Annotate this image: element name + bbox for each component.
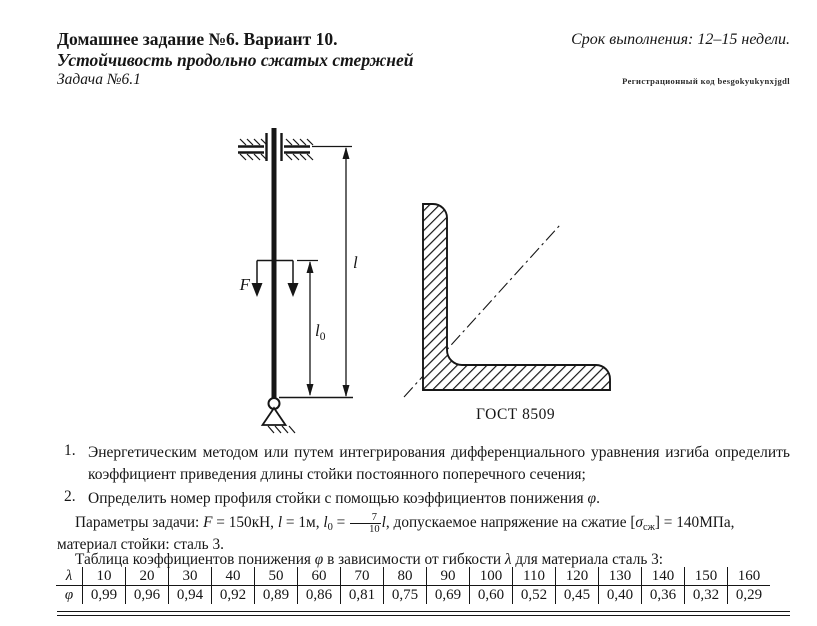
phi-value-cell: 0,45 [556,586,599,605]
lambda-value-cell: 90 [427,567,470,586]
lambda-value-cell: 20 [126,567,169,586]
lambda-value-cell: 60 [298,567,341,586]
phi-value-cell: 0,96 [126,586,169,605]
phi-value-cell: 0,52 [513,586,556,605]
pin-triangle [263,408,286,425]
params-mid: , допускаемое напряжение на сжатие [ [385,514,636,531]
lambda-value-cell: 100 [470,567,513,586]
lambda-header-cell: λ [56,567,83,586]
lambda-value-cell: 80 [384,567,427,586]
lambda-value-cell: 30 [169,567,212,586]
l0-subscript: 0 [327,522,333,533]
phi-value-cell: 0,60 [470,586,513,605]
pin-hatching [268,426,295,433]
task-2-number: 2. [64,488,76,505]
lambda-value-cell: 140 [642,567,685,586]
phi-symbol: φ [314,551,324,568]
task-2-text-before: Определить номер профиля стойки с помощью коэффициентов понижения [88,490,588,507]
lambda-value-cell: 70 [341,567,384,586]
phi-value-cell: 0,81 [341,586,384,605]
lambda-value-cell: 150 [685,567,728,586]
problem-number: Задача №6.1 [57,71,141,88]
params-tail: ] = 140МПа, [654,514,735,531]
lambda-value-cell: 120 [556,567,599,586]
frac-l-var: l [381,514,386,531]
length-l0-label: $l_0$ [315,321,326,343]
phi-value-cell: 0,36 [642,586,685,605]
l0-var: l [323,514,328,531]
lambda-value-cell: 130 [599,567,642,586]
phi-value-cell: 0,29 [735,587,763,603]
phi-value-cell: 0,99 [83,586,126,605]
sigma-subscript: сж [642,522,655,533]
lambda-row [56,567,770,586]
lambda-value-cell: 40 [212,567,255,586]
column-scheme [238,128,358,433]
lambda-value-cell: 10 [83,567,126,586]
phi-symbol: φ [587,490,597,507]
task-1-text: Энергетическим методом или путем интегрирования дифференциального уравнения изгиба определить коэффициент приведения длины стойки постоянного поперечного сечения; [88,444,790,483]
length-l-label: l [353,253,358,272]
deadline-text: Срок выполнения: 12–15 недели. [571,31,790,48]
assignment-subject: Устойчивость продольно сжатых стержней [57,50,414,70]
phi-value-cell: 0,40 [599,586,642,605]
task-2-text [88,488,798,510]
lambda-value-cell: 110 [513,567,556,586]
phi-lambda-table [56,567,770,604]
phi-value-cell: 0,69 [427,586,470,605]
params-prefix: Параметры задачи: [75,514,204,531]
phi-value-cell: 0,89 [255,586,298,605]
force-value: = 150кН, [212,514,278,531]
phi-value-cell: 0,86 [298,586,341,605]
bottom-pin-support [263,398,354,434]
lambda-value-cell: 50 [255,567,298,586]
parameters-line2: материал стойки: сталь 3. [57,536,224,553]
angle-profile [423,204,610,390]
task-1-number: 1. [64,442,76,459]
force-var: F [203,514,213,531]
length-var: l [277,514,283,531]
task-2-text-after: . [596,490,600,507]
phi-value-cell: 0,92 [212,586,255,605]
phi-value-cell: 0,32 [685,586,728,605]
assignment-title: Домашнее задание №6. Вариант 10. [57,29,338,49]
phi-value-cell: 0,94 [169,586,212,605]
lambda-value-cell: 160 [728,567,771,586]
lambda-symbol: λ [504,551,512,568]
table-caption: Таблица коэффициентов понижения φ в зависимости от гибкости λ для материала сталь 3: [75,551,664,568]
sigma-symbol: σ [635,514,643,531]
fraction-7-10: $\frac{7}{10}$ [350,512,381,535]
length-value: = 1м, [282,514,324,531]
registration-code: Регистрационный код besgokyukynxjgdl [622,76,790,86]
phi-row [56,586,770,605]
l0-equals: = [332,514,350,531]
angle-section [404,204,610,397]
dimension-l [312,147,352,398]
phi-value-cell: 0,75 [384,586,427,605]
phi-header-cell: φ [56,586,83,605]
gost-label: ГОСТ 8509 [476,406,556,423]
force-arrowhead [288,283,299,297]
end-double-rule [57,611,790,616]
force-arrowhead [252,283,263,297]
force-label: F [239,275,250,294]
